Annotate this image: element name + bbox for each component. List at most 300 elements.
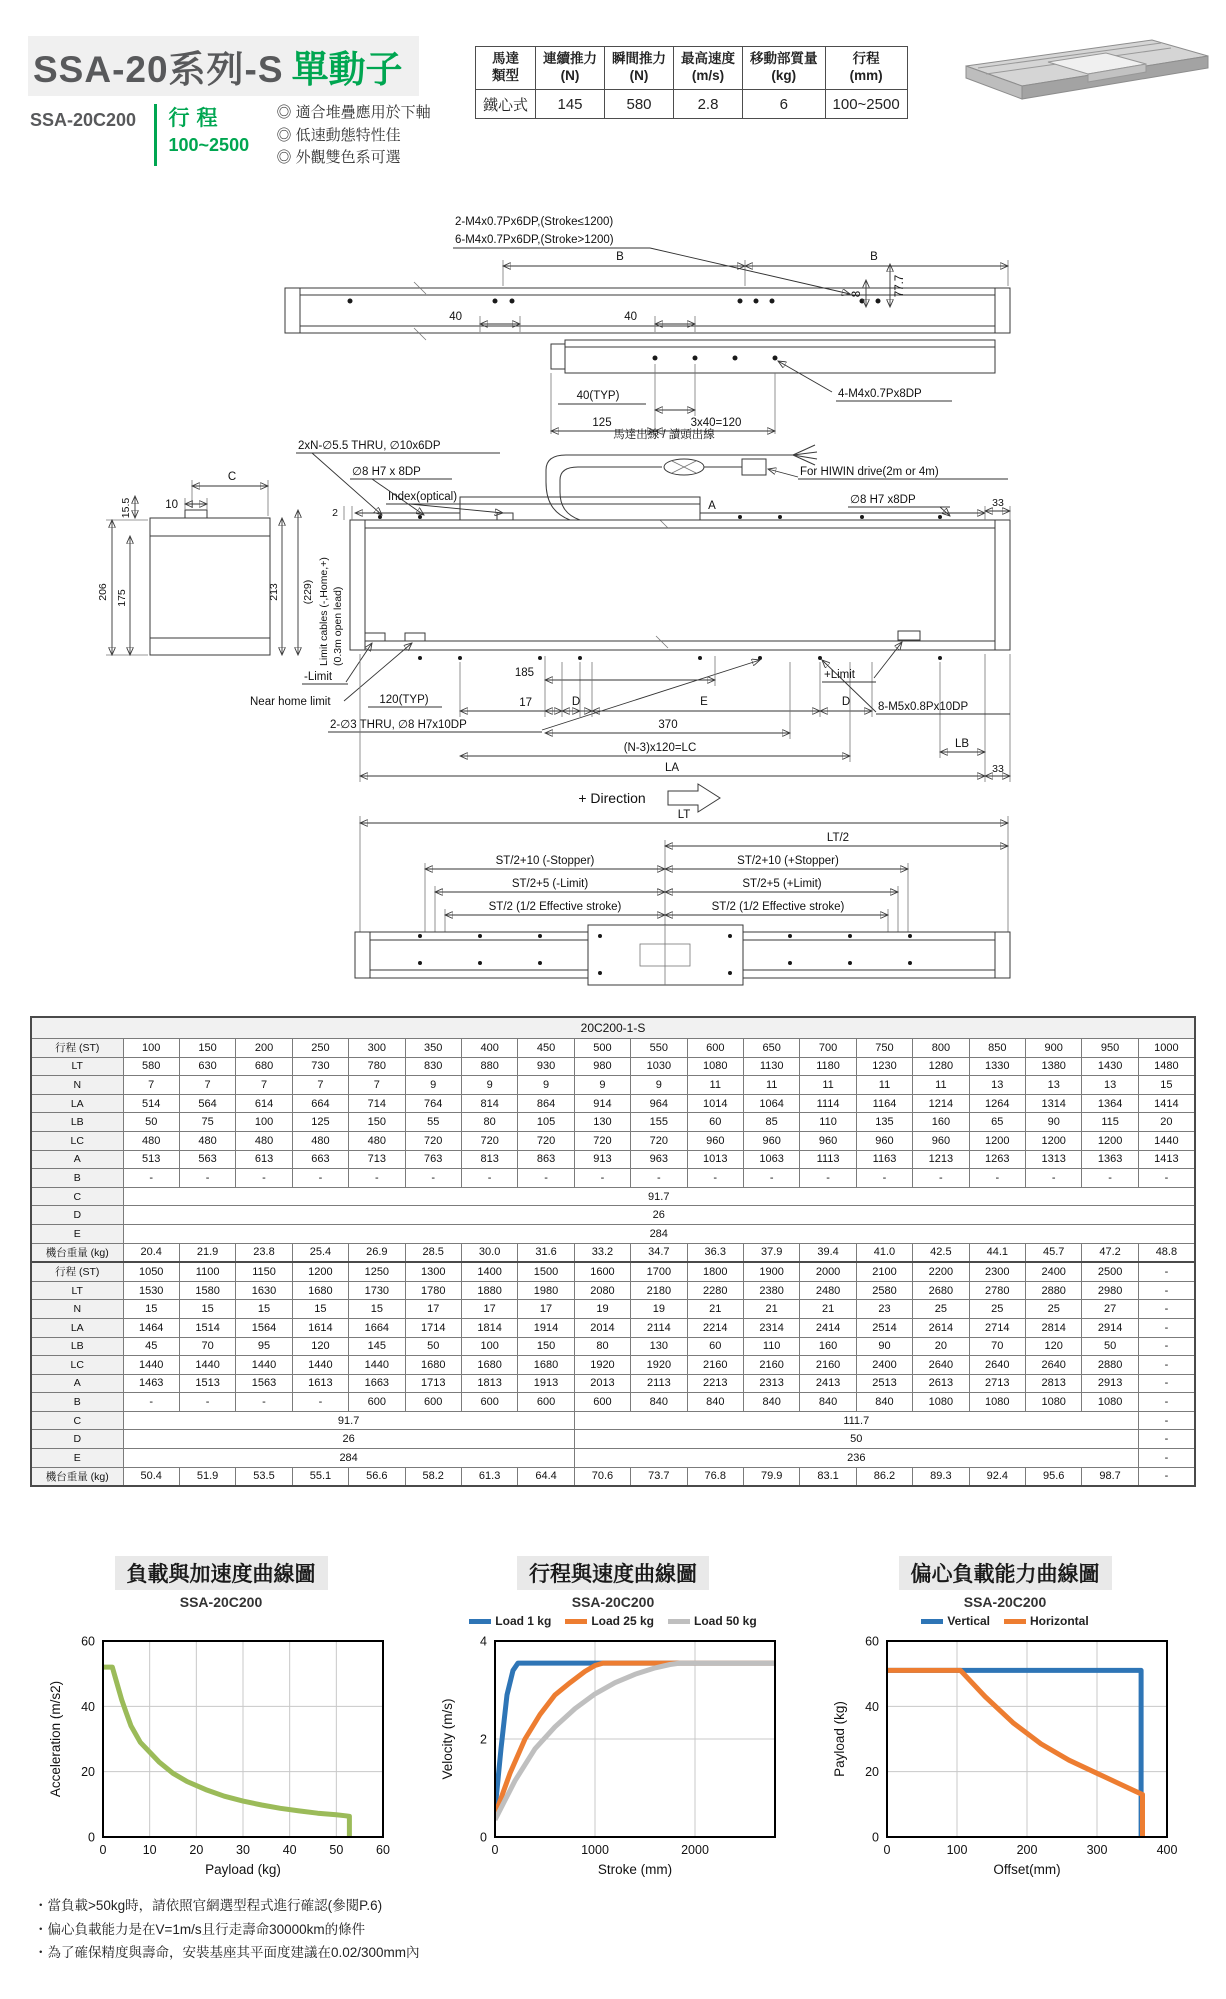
- dim-label-229: (229): [302, 579, 314, 605]
- dim-cell: 600: [574, 1393, 630, 1412]
- dim-cell: -: [856, 1169, 912, 1188]
- spec-value: 145: [536, 90, 605, 119]
- dim-cell: 1313: [1026, 1150, 1082, 1169]
- dim-cell: 9: [518, 1076, 574, 1095]
- dim-cell: 1440: [236, 1356, 292, 1375]
- dim-cell: 30.0: [461, 1243, 517, 1262]
- dim-cell: 960: [743, 1131, 799, 1150]
- dim-cell: 2880: [1082, 1356, 1138, 1375]
- dim-label-2: 2: [332, 507, 338, 519]
- y-tick-label: 40: [865, 1699, 879, 1714]
- dim-cell: 15: [179, 1300, 235, 1319]
- dim-cell: 100: [461, 1337, 517, 1356]
- x-tick-label: 30: [236, 1843, 250, 1857]
- dim-cell: 720: [405, 1131, 461, 1150]
- dim-cell: 90: [1026, 1113, 1082, 1132]
- dim-cell: 1920: [574, 1356, 630, 1375]
- dim-label-213: 213: [268, 583, 280, 601]
- dim-cell: -: [1138, 1430, 1195, 1449]
- dim-cell: 125: [292, 1113, 348, 1132]
- series-group: [887, 1670, 1143, 1837]
- dim-cell: 65: [969, 1113, 1025, 1132]
- dim-cell: 564: [179, 1094, 235, 1113]
- dim-cell: 15: [349, 1300, 405, 1319]
- dim-cell: 714: [349, 1094, 405, 1113]
- dim-cell: -: [1082, 1169, 1138, 1188]
- dim-cell: -: [1138, 1411, 1195, 1430]
- dim-cell: 21: [687, 1300, 743, 1319]
- dim-cell: 2614: [913, 1318, 969, 1337]
- dim-cell: 7: [179, 1076, 235, 1095]
- x-tick-label: 50: [329, 1843, 344, 1857]
- dim-row-label: 行程 (ST): [31, 1039, 123, 1058]
- dim-cell: 17: [461, 1300, 517, 1319]
- dim-cell: 713: [349, 1150, 405, 1169]
- dim-cell: 110: [800, 1113, 856, 1132]
- dim-cell: 160: [913, 1113, 969, 1132]
- dim-cell: 1250: [349, 1262, 405, 1281]
- dim-cell: 1680: [292, 1281, 348, 1300]
- x-tick-label: 40: [282, 1843, 297, 1857]
- dim-cell: 600: [349, 1393, 405, 1412]
- dim-cell: 1330: [969, 1057, 1025, 1076]
- dim-cell: 80: [574, 1337, 630, 1356]
- dim-cell: 1714: [405, 1318, 461, 1337]
- dim-cell: 840: [856, 1393, 912, 1412]
- dim-cell: 1200: [1026, 1131, 1082, 1150]
- dim-cell: 61.3: [461, 1467, 517, 1486]
- dim-cell: 1064: [743, 1094, 799, 1113]
- hole-note-2: ∅8 H7 x 8DP: [352, 466, 421, 478]
- dim-cell: 563: [179, 1150, 235, 1169]
- spec-value: 6: [743, 90, 826, 119]
- dim-cell: -: [123, 1169, 179, 1188]
- dim-cell: 11: [687, 1076, 743, 1095]
- dim-cell: 500: [574, 1039, 630, 1058]
- spec-value: 100~2500: [825, 90, 907, 119]
- dim-cell: 1614: [292, 1318, 348, 1337]
- dim-label-lt: LT: [677, 809, 691, 821]
- dim-row-label: 機台重量 (kg): [31, 1467, 123, 1486]
- dim-cell: -: [1138, 1393, 1195, 1412]
- dim-cell: 1014: [687, 1094, 743, 1113]
- dim-cell: 600: [405, 1393, 461, 1412]
- dim-cell: 25.4: [292, 1243, 348, 1262]
- dim-cell: 17: [518, 1300, 574, 1319]
- dim-row-label: E: [31, 1449, 123, 1468]
- series-line-load-50-kg: [495, 1663, 775, 1820]
- dim-cell: 111.7: [574, 1411, 1138, 1430]
- chart-title: 負載與加速度曲線圖: [115, 1556, 328, 1590]
- dim-cell: 1364: [1082, 1094, 1138, 1113]
- dim-cell: 28.5: [405, 1243, 461, 1262]
- y-tick-label: 0: [480, 1830, 487, 1845]
- legend-label: Load 1 kg: [495, 1614, 552, 1628]
- dim-cell: 56.6: [349, 1467, 405, 1486]
- dim-cell: 2114: [631, 1318, 687, 1337]
- spec-header: 行程 (mm): [825, 47, 907, 90]
- hole-note-4: 2-∅3 THRU, ∅8 H7x10DP: [330, 719, 467, 731]
- dim-cell: 70: [179, 1337, 235, 1356]
- dim-cell: 15: [292, 1300, 348, 1319]
- dim-cell: 1414: [1138, 1094, 1195, 1113]
- minus-limit-label: -Limit: [304, 671, 333, 683]
- dim-cell: 1380: [1026, 1057, 1082, 1076]
- dim-cell: 92.4: [969, 1467, 1025, 1486]
- dim-cell: 1200: [292, 1262, 348, 1281]
- dim-cell: 2013: [574, 1374, 630, 1393]
- dim-cell: 1050: [123, 1262, 179, 1281]
- dim-cell: -: [1138, 1449, 1195, 1468]
- chart-plot-stroke-velocity: [437, 1631, 789, 1881]
- dim-cell: 25: [1026, 1300, 1082, 1319]
- dim-cell: 20.4: [123, 1243, 179, 1262]
- dim-label-a: A: [708, 500, 716, 512]
- dim-cell: 150: [518, 1337, 574, 1356]
- model-row: [30, 100, 431, 170]
- legend-swatch-icon: [565, 1619, 587, 1624]
- dim-cell: 1700: [631, 1262, 687, 1281]
- series-line-vertical: [887, 1670, 1141, 1837]
- dim-cell: 880: [461, 1057, 517, 1076]
- dim-cell: 1413: [1138, 1150, 1195, 1169]
- spec-table: [475, 46, 908, 119]
- dim-label-77-7: 77.7: [894, 274, 906, 298]
- dim-cell: 73.7: [631, 1467, 687, 1486]
- dim-cell: 664: [292, 1094, 348, 1113]
- dim-label-plus-effective: ST/2 (1/2 Effective stroke): [711, 901, 845, 913]
- dim-cell: 55.1: [292, 1467, 348, 1486]
- dim-cell: 200: [236, 1039, 292, 1058]
- dim-row-label: LC: [31, 1356, 123, 1375]
- chart-legend: [437, 1611, 789, 1631]
- dim-cell: 550: [631, 1039, 687, 1058]
- stroke-block: [169, 100, 277, 170]
- x-tick-label: 200: [1016, 1843, 1038, 1857]
- x-axis-label: Payload (kg): [205, 1862, 281, 1877]
- dim-cell: 1200: [969, 1131, 1025, 1150]
- dim-cell: 1663: [349, 1374, 405, 1393]
- dim-cell: 1440: [349, 1356, 405, 1375]
- dim-cell: 2513: [856, 1374, 912, 1393]
- dim-cell: 91.7: [123, 1411, 574, 1430]
- dim-cell: 1913: [518, 1374, 574, 1393]
- dim-cell: 1514: [179, 1318, 235, 1337]
- dim-row-label: LA: [31, 1094, 123, 1113]
- dim-label-40b: 40: [624, 311, 637, 323]
- dim-cell: 1080: [969, 1393, 1025, 1412]
- dim-row-label: A: [31, 1150, 123, 1169]
- dim-cell: 1800: [687, 1262, 743, 1281]
- dim-cell: 15: [236, 1300, 292, 1319]
- dim-cell: 1130: [743, 1057, 799, 1076]
- dim-cell: 13: [1082, 1076, 1138, 1095]
- dim-cell: 13: [969, 1076, 1025, 1095]
- near-home-label: Near home limit: [250, 696, 331, 708]
- dim-cell: 1200: [1082, 1131, 1138, 1150]
- dim-cell: 25: [969, 1300, 1025, 1319]
- y-tick-label: 20: [865, 1765, 879, 1780]
- dim-cell: 1440: [179, 1356, 235, 1375]
- dim-row-label: E: [31, 1224, 123, 1243]
- dim-cell: -: [800, 1169, 856, 1188]
- legend-item: [668, 1614, 757, 1628]
- spec-header: 移動部質量 (kg): [743, 47, 826, 90]
- stroke-range: 100~2500: [168, 135, 250, 155]
- dim-cell: -: [461, 1169, 517, 1188]
- dim-cell: 900: [1026, 1039, 1082, 1058]
- dim-label-lc-formula: (N-3)x120=LC: [623, 742, 697, 754]
- plus-limit-label: +Limit: [824, 669, 855, 681]
- dim-cell: 150: [349, 1113, 405, 1132]
- dim-cell: 11: [913, 1076, 969, 1095]
- legend-item: [921, 1614, 990, 1628]
- x-tick-label: 60: [376, 1843, 390, 1857]
- dim-cell: 720: [461, 1131, 517, 1150]
- dim-cell: 600: [518, 1393, 574, 1412]
- dim-cell: 47.2: [1082, 1243, 1138, 1262]
- dim-cell: 1280: [913, 1057, 969, 1076]
- dim-cell: 79.9: [743, 1467, 799, 1486]
- dim-cell: -: [1138, 1281, 1195, 1300]
- dim-cell: -: [179, 1393, 235, 1412]
- stroke-diagram: [355, 809, 1010, 985]
- y-axis-label: Acceleration (m/s2): [48, 1680, 63, 1798]
- cable-label: 馬達出線 / 讀頭出線: [613, 429, 715, 441]
- dim-label-d2: D: [841, 696, 851, 708]
- dim-label-plus-limit: ST/2+5 (+Limit): [742, 878, 822, 890]
- dim-cell: 13: [1026, 1076, 1082, 1095]
- dim-cell: 70: [969, 1337, 1025, 1356]
- dim-cell: 2400: [1026, 1262, 1082, 1281]
- dim-cell: 1080: [913, 1393, 969, 1412]
- dim-row-label: LT: [31, 1281, 123, 1300]
- dim-cell: 1300: [405, 1262, 461, 1281]
- dim-table-title: 20C200-1-S: [31, 1017, 1195, 1039]
- technical-drawing: [0, 168, 1226, 998]
- dim-cell: 720: [631, 1131, 687, 1150]
- dim-cell: 400: [461, 1039, 517, 1058]
- dim-label-lt2: LT/2: [826, 832, 850, 844]
- dim-cell: 2613: [913, 1374, 969, 1393]
- dim-label-185: 185: [514, 667, 534, 679]
- dim-cell: 2480: [800, 1281, 856, 1300]
- x-tick-label: 0: [99, 1843, 107, 1857]
- dim-row-label: B: [31, 1393, 123, 1412]
- dim-cell: 1680: [405, 1356, 461, 1375]
- dim-cell: 1013: [687, 1150, 743, 1169]
- dim-cell: 51.9: [179, 1467, 235, 1486]
- dim-cell: 160: [800, 1337, 856, 1356]
- dim-cell: 2314: [743, 1318, 799, 1337]
- dim-cell: 2500: [1082, 1262, 1138, 1281]
- dim-cell: 814: [461, 1094, 517, 1113]
- dim-cell: 15: [1138, 1076, 1195, 1095]
- dim-cell: 2014: [574, 1318, 630, 1337]
- y-tick-label: 0: [872, 1830, 879, 1845]
- side-view: [250, 427, 1010, 812]
- dim-cell: 60: [687, 1113, 743, 1132]
- dim-cell: 2313: [743, 1374, 799, 1393]
- dim-cell: 1564: [236, 1318, 292, 1337]
- dim-cell: -: [1138, 1262, 1195, 1281]
- dim-cell: 1163: [856, 1150, 912, 1169]
- dim-cell: -: [349, 1169, 405, 1188]
- dim-cell: 2160: [743, 1356, 799, 1375]
- dim-cell: 15: [123, 1300, 179, 1319]
- dim-label-125: 125: [592, 417, 612, 429]
- dim-cell: 1164: [856, 1094, 912, 1113]
- dim-cell: 650: [743, 1039, 799, 1058]
- dim-row-label: A: [31, 1374, 123, 1393]
- dim-cell: 840: [687, 1393, 743, 1412]
- feature-item: ◎ 外觀雙色系可選: [276, 149, 401, 166]
- dim-cell: 1440: [292, 1356, 348, 1375]
- dim-cell: 1630: [236, 1281, 292, 1300]
- dim-cell: 960: [800, 1131, 856, 1150]
- dim-cell: 42.5: [913, 1243, 969, 1262]
- dim-cell: 26: [123, 1430, 574, 1449]
- dim-cell: 764: [405, 1094, 461, 1113]
- dim-cell: 480: [349, 1131, 405, 1150]
- dim-label-175: 175: [116, 589, 128, 607]
- chart-plot-eccentric-load: [829, 1631, 1181, 1881]
- dim-cell: 813: [461, 1150, 517, 1169]
- spec-value: 鐵心式: [476, 90, 536, 119]
- legend-item: [1004, 1614, 1089, 1628]
- dim-cell: 50: [123, 1113, 179, 1132]
- dim-cell: 155: [631, 1113, 687, 1132]
- dim-label-b1: B: [616, 251, 624, 263]
- dim-cell: 1580: [179, 1281, 235, 1300]
- footnote: ・為了確保精度與壽命，安裝基座其平面度建議在0.02/300mm內: [34, 1945, 420, 1961]
- dim-cell: 1980: [518, 1281, 574, 1300]
- legend-item: [469, 1614, 551, 1628]
- dim-cell: 45.7: [1026, 1243, 1082, 1262]
- model-number: SSA-20C200: [30, 110, 137, 130]
- dim-label-33-bottom: 33: [992, 763, 1004, 775]
- dim-cell: 1500: [518, 1262, 574, 1281]
- dimension-table-container: [30, 1016, 1196, 1487]
- dim-cell: 95.6: [1026, 1467, 1082, 1486]
- dim-row-label: B: [31, 1169, 123, 1188]
- dim-cell: 27: [1082, 1300, 1138, 1319]
- dim-cell: 41.0: [856, 1243, 912, 1262]
- dim-cell: -: [631, 1169, 687, 1188]
- legend-swatch-icon: [668, 1619, 690, 1624]
- dim-cell: 680: [236, 1057, 292, 1076]
- dim-cell: 2200: [913, 1262, 969, 1281]
- dim-cell: 913: [574, 1150, 630, 1169]
- dim-cell: 1880: [461, 1281, 517, 1300]
- dim-cell: 1440: [123, 1356, 179, 1375]
- dim-cell: 21: [743, 1300, 799, 1319]
- page-title: [28, 36, 419, 96]
- dim-label-8: 8: [851, 290, 863, 298]
- dim-cell: 480: [123, 1131, 179, 1150]
- dim-cell: -: [405, 1169, 461, 1188]
- dim-cell: -: [1138, 1300, 1195, 1319]
- dim-cell: 110: [743, 1337, 799, 1356]
- dim-cell: 2880: [1026, 1281, 1082, 1300]
- chart-subtitle: SSA-20C200: [179, 1594, 263, 1610]
- dimension-table: [30, 1016, 1196, 1487]
- dim-cell: 864: [518, 1094, 574, 1113]
- product-photo: [956, 4, 1218, 116]
- legend-label: Load 50 kg: [694, 1614, 757, 1628]
- y-tick-label: 60: [865, 1634, 879, 1649]
- dim-cell: 1080: [1082, 1393, 1138, 1412]
- dim-label-e: E: [700, 696, 708, 708]
- dim-cell: 480: [236, 1131, 292, 1150]
- dim-cell: 1464: [123, 1318, 179, 1337]
- x-tick-label: 400: [1156, 1843, 1178, 1857]
- dim-cell: 1730: [349, 1281, 405, 1300]
- dim-cell: 1400: [461, 1262, 517, 1281]
- footnote: ・當負載>50kg時，請依照官網選型程式進行確認(參閱P.6): [34, 1898, 383, 1913]
- dim-cell: 95: [236, 1337, 292, 1356]
- dim-cell: 780: [349, 1057, 405, 1076]
- dim-cell: 135: [856, 1113, 912, 1132]
- dim-cell: 750: [856, 1039, 912, 1058]
- dim-cell: 2214: [687, 1318, 743, 1337]
- chart-legend: [45, 1611, 397, 1631]
- dim-cell: 1463: [123, 1374, 179, 1393]
- dim-label-c: C: [227, 471, 237, 483]
- dim-cell: 1063: [743, 1150, 799, 1169]
- dim-cell: 720: [518, 1131, 574, 1150]
- dim-cell: 236: [574, 1449, 1138, 1468]
- dim-cell: 730: [292, 1057, 348, 1076]
- y-tick-label: 4: [480, 1634, 487, 1649]
- dim-cell: 2000: [800, 1262, 856, 1281]
- dim-cell: 91.7: [123, 1187, 1195, 1206]
- dim-cell: 90: [856, 1337, 912, 1356]
- dim-cell: 1713: [405, 1374, 461, 1393]
- dim-cell: 600: [687, 1039, 743, 1058]
- series-group: [103, 1667, 349, 1837]
- dim-label-minus-effective: ST/2 (1/2 Effective stroke): [488, 901, 622, 913]
- dim-cell: 64.4: [518, 1467, 574, 1486]
- dim-cell: -: [1138, 1356, 1195, 1375]
- dim-row-label: C: [31, 1187, 123, 1206]
- dim-row-label: D: [31, 1206, 123, 1225]
- dim-cell: 2280: [687, 1281, 743, 1300]
- dim-cell: 2713: [969, 1374, 1025, 1393]
- dim-cell: 1114: [800, 1094, 856, 1113]
- dim-row-label: N: [31, 1076, 123, 1095]
- legend-swatch-icon: [921, 1619, 943, 1624]
- dim-cell: 50: [1082, 1337, 1138, 1356]
- dim-cell: 840: [743, 1393, 799, 1412]
- chart-title: 偏心負載能力曲線圖: [899, 1556, 1112, 1590]
- dim-label-120typ: 120(TYP): [379, 694, 429, 706]
- dim-cell: 613: [236, 1150, 292, 1169]
- dim-cell: 115: [1082, 1113, 1138, 1132]
- dim-cell: 98.7: [1082, 1467, 1138, 1486]
- dim-cell: 1680: [461, 1356, 517, 1375]
- x-axis-label: Stroke (mm): [597, 1862, 673, 1877]
- dim-cell: 44.1: [969, 1243, 1025, 1262]
- top-view: [285, 216, 1010, 434]
- dim-cell: 2914: [1082, 1318, 1138, 1337]
- dim-cell: 19: [574, 1300, 630, 1319]
- dim-label-d1: D: [571, 696, 581, 708]
- dim-cell: 284: [123, 1449, 574, 1468]
- legend-label: Load 25 kg: [591, 1614, 654, 1628]
- dim-cell: -: [969, 1169, 1025, 1188]
- dim-cell: 1264: [969, 1094, 1025, 1113]
